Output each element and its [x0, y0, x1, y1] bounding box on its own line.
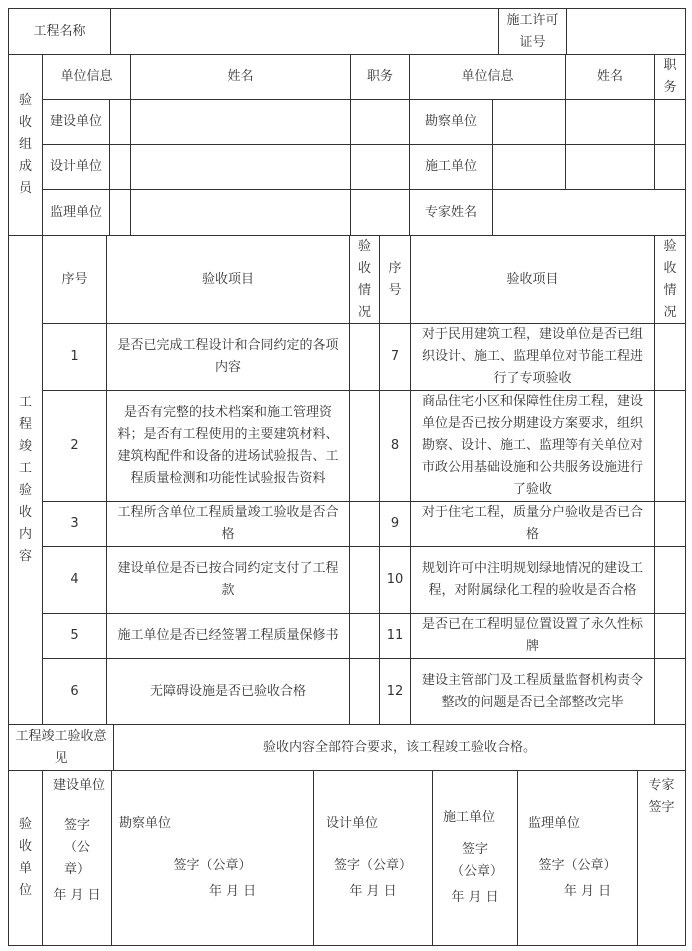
signoff-survey-unit[interactable] — [111, 770, 314, 946]
item-status-field[interactable] — [654, 323, 686, 391]
item-no: 9 — [379, 501, 411, 547]
signoff-unit-label: 施工单位 — [443, 810, 496, 825]
signoff-supervision-unit[interactable] — [517, 770, 638, 946]
col-status-left: 验收情况 — [349, 235, 380, 324]
member-blank[interactable] — [109, 189, 131, 236]
opinion-text[interactable]: 验收内容全部符合要求，该工程竣工验收合格。 — [113, 724, 686, 771]
member-name-field[interactable] — [565, 144, 655, 190]
signoff-construction-contractor[interactable] — [432, 770, 518, 946]
item-no: 11 — [379, 613, 411, 659]
permit-field[interactable] — [566, 8, 686, 55]
member-position-field[interactable] — [350, 144, 410, 190]
item-status-field[interactable] — [349, 390, 380, 502]
item-status-field[interactable] — [349, 658, 380, 725]
item-text: 是否有完整的技术档案和施工管理资料；是否有工程使用的主要建筑材料、建筑构配件和设备的进场试验报告、工程质量检测和功能性试验报告资料 — [106, 390, 350, 502]
item-text: 是否已完成工程设计和合同约定的各项内容 — [106, 323, 350, 391]
col-item-right: 验收项目 — [410, 235, 655, 324]
item-no: 8 — [379, 390, 411, 502]
col-no-left: 序号 — [42, 235, 107, 324]
item-status-field[interactable] — [349, 501, 380, 547]
item-text: 无障碍设施是否已验收合格 — [106, 658, 350, 725]
signoff-expert[interactable] — [637, 770, 686, 946]
item-text: 规划许可中注明规划绿地情况的建设工程，对附属绿化工程的验收是否合格 — [410, 546, 655, 614]
member-name-field[interactable] — [130, 189, 351, 236]
member-unit-right: 施工单位 — [409, 144, 493, 190]
project-name-field[interactable] — [110, 8, 499, 55]
member-name-field[interactable] — [130, 144, 351, 190]
signoff-unit-label: 建设单位 — [53, 778, 106, 793]
item-status-field[interactable] — [654, 390, 686, 502]
member-position-field[interactable] — [350, 189, 410, 236]
signoff-date-label: 年 月 日 — [208, 884, 257, 899]
member-unit-right: 专家姓名 — [409, 189, 493, 236]
signoff-construction-unit[interactable] — [42, 770, 112, 946]
item-text: 是否已在工程明显位置设置了永久性标牌 — [410, 613, 655, 659]
expert-names-field[interactable] — [492, 189, 686, 236]
item-status-field[interactable] — [654, 613, 686, 659]
col-position-left: 职务 — [350, 54, 410, 100]
item-no: 1 — [42, 323, 107, 391]
signoff-unit-label: 监理单位 — [528, 816, 581, 831]
member-position-field[interactable] — [350, 99, 410, 145]
member-unit-left: 建设单位 — [42, 99, 110, 145]
item-status-field[interactable] — [654, 658, 686, 725]
item-no: 3 — [42, 501, 107, 547]
signoff-seal-label: 签字（公章） — [173, 858, 252, 873]
col-unit-info-left: 单位信息 — [42, 54, 131, 100]
item-status-field[interactable] — [349, 613, 380, 659]
members-section-label: 验收组成员 — [8, 54, 43, 236]
item-no: 5 — [42, 613, 107, 659]
signoff-seal-label: 签字（公章） — [63, 818, 90, 877]
col-unit-info-right: 单位信息 — [409, 54, 566, 100]
col-name-right: 姓名 — [565, 54, 655, 100]
signoff-date-label: 年 月 日 — [53, 888, 101, 903]
member-unit-right: 勘察单位 — [409, 99, 493, 145]
signoff-date-label: 年 月 日 — [451, 890, 499, 905]
item-no: 2 — [42, 390, 107, 502]
permit-label: 施工许可证号 — [498, 8, 567, 55]
member-unit-left: 设计单位 — [42, 144, 110, 190]
item-no: 12 — [379, 658, 411, 725]
member-blank[interactable] — [492, 99, 566, 145]
signoff-unit-label: 设计单位 — [326, 816, 379, 831]
item-status-field[interactable] — [654, 501, 686, 547]
item-no: 6 — [42, 658, 107, 725]
project-name-label: 工程名称 — [8, 8, 111, 55]
item-status-field[interactable] — [349, 546, 380, 614]
signoff-expert-label: 专家签字 — [648, 778, 675, 815]
member-blank[interactable] — [109, 144, 131, 190]
item-no: 7 — [379, 323, 411, 391]
content-section-label: 工程竣工验收内容 — [8, 235, 43, 725]
col-no-right: 序号 — [379, 235, 411, 324]
item-text: 对于民用建筑工程，建设单位是否已组织设计、施工、监理单位对节能工程进行了专项验收 — [410, 323, 655, 391]
member-name-field[interactable] — [130, 99, 351, 145]
item-text: 商品住宅小区和保障性住房工程，建设单位是否已按分期建设方案要求，组织勘察、设计、施工、监理等有关单位对市政公用基础设施和公共服务设施进行了验收 — [410, 390, 655, 502]
opinion-label: 工程竣工验收意见 — [8, 724, 114, 771]
signoff-date-label: 年 月 日 — [349, 884, 397, 899]
member-name-field[interactable] — [565, 99, 655, 145]
col-item-left: 验收项目 — [106, 235, 350, 324]
member-position-field[interactable] — [654, 144, 686, 190]
signoff-section-label: 验收单位 — [8, 770, 43, 946]
item-no: 10 — [379, 546, 411, 614]
signoff-date-label: 年 月 日 — [563, 884, 612, 899]
col-status-right: 验收情况 — [654, 235, 686, 324]
item-status-field[interactable] — [349, 323, 380, 391]
signoff-design-unit[interactable] — [313, 770, 433, 946]
item-no: 4 — [42, 546, 107, 614]
member-blank[interactable] — [109, 99, 131, 145]
signoff-seal-label: 签字（公章） — [451, 842, 504, 879]
member-unit-left: 监理单位 — [42, 189, 110, 236]
member-position-field[interactable] — [654, 99, 686, 145]
signoff-seal-label: 签字（公章） — [333, 858, 412, 873]
signoff-seal-label: 签字（公章） — [538, 858, 617, 873]
item-text: 对于住宅工程，质量分户验收是否已合格 — [410, 501, 655, 547]
member-blank[interactable] — [492, 144, 566, 190]
item-text: 施工单位是否已经签署工程质量保修书 — [106, 613, 350, 659]
item-status-field[interactable] — [654, 546, 686, 614]
item-text: 建设单位是否已按合同约定支付了工程款 — [106, 546, 350, 614]
col-position-right: 职务 — [654, 54, 686, 100]
col-name-left: 姓名 — [130, 54, 351, 100]
item-text: 工程所含单位工程质量竣工验收是否合格 — [106, 501, 350, 547]
item-text: 建设主管部门及工程质量监督机构责令整改的问题是否已全部整改完毕 — [410, 658, 655, 725]
signoff-unit-label: 勘察单位 — [119, 816, 172, 831]
